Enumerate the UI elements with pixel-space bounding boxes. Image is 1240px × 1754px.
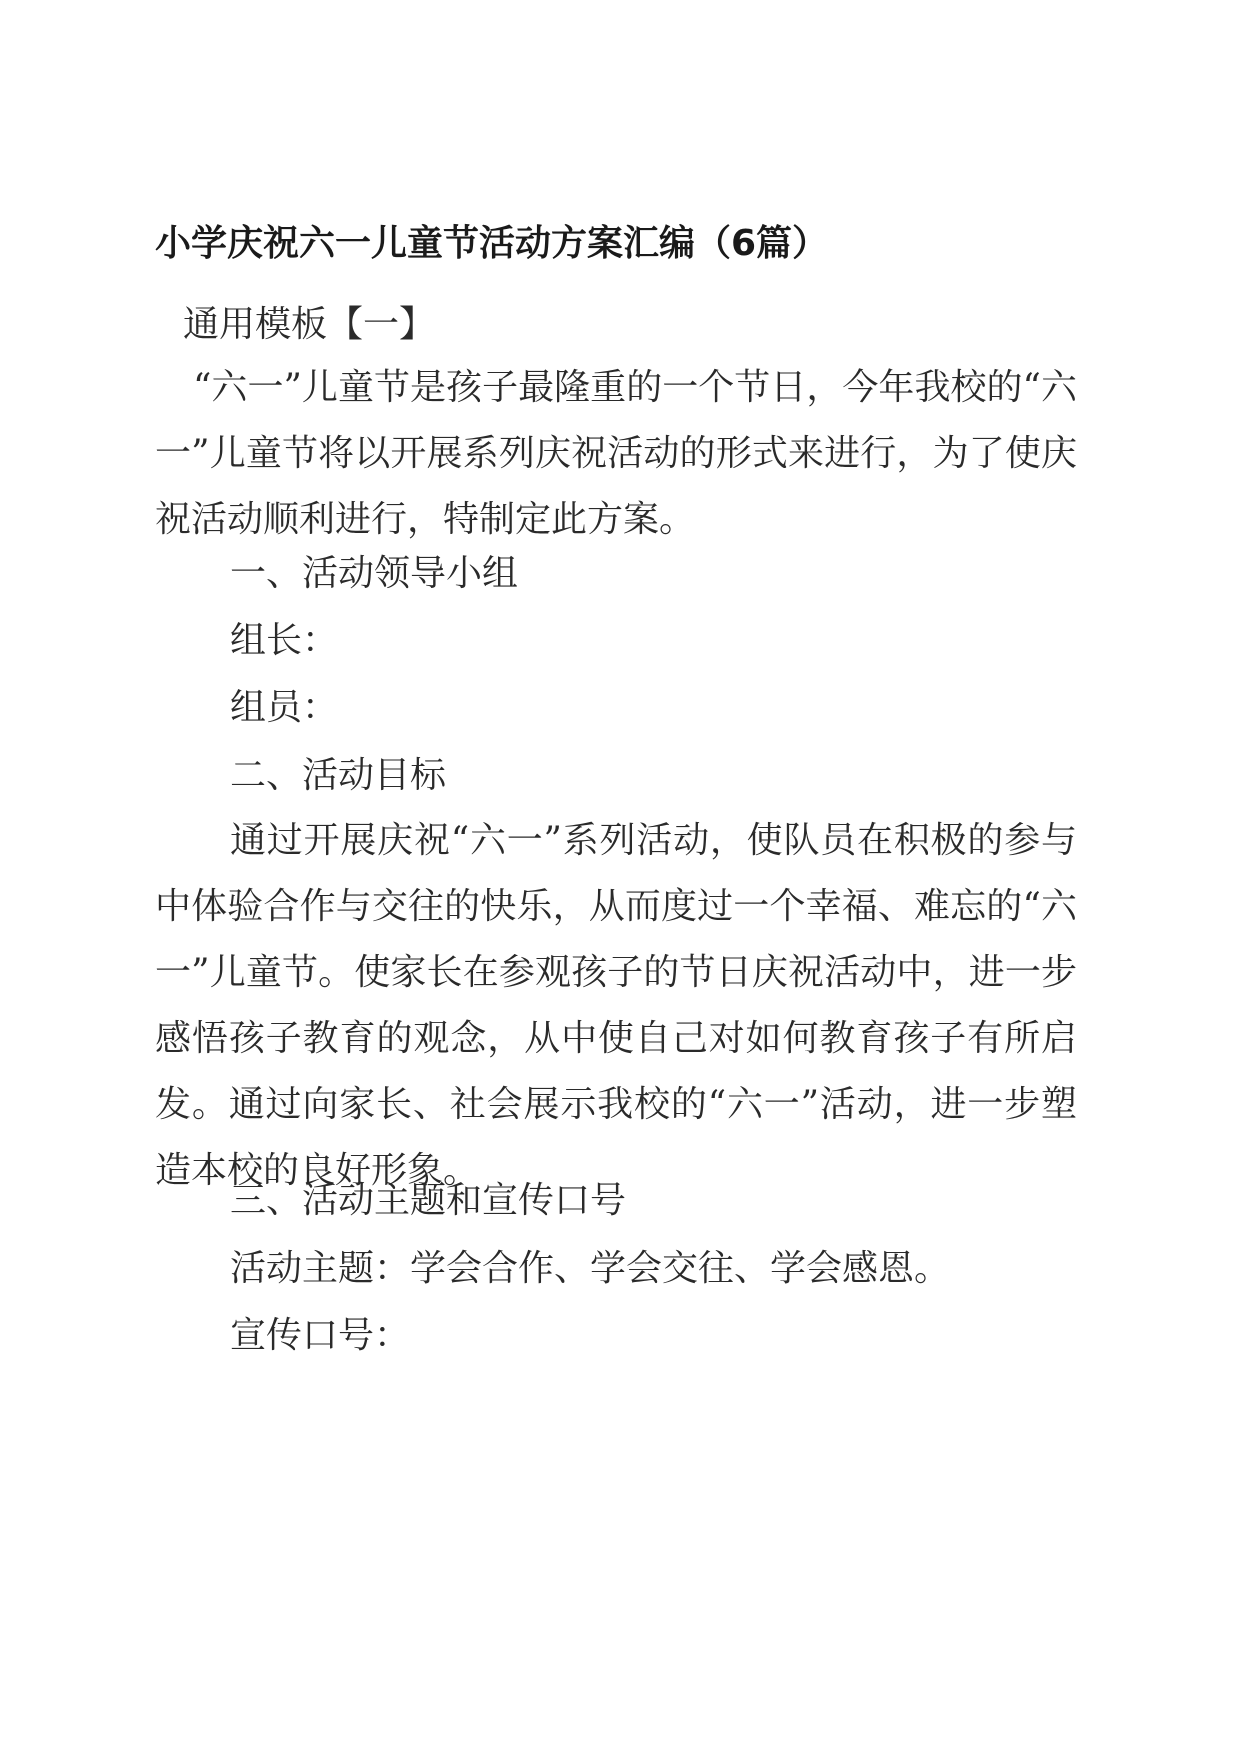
- goals-paragraph: 通过开展庆祝“六一”系列活动，使队员在积极的参与中体验合作与交往的快乐，从而度过一个幸福、难忘的“六一”儿童节。使家长在参观孩子的节日庆祝活动中，进一步感悟孩子教育的观念，从中使自己对如何教育孩子有所启发。通过向家长、社会展示我校的“六一”活动，进一步塑造本校的良好形象。: [155, 820, 1077, 1191]
- section-2-heading: 二、活动目标: [230, 755, 447, 796]
- template-label: 通用模板【一】: [183, 304, 436, 345]
- section-1-heading: 一、活动领导小组: [230, 553, 519, 594]
- activity-theme: 活动主题：学会合作、学会交往、学会感恩。: [230, 1248, 951, 1289]
- section-3-heading: 三、活动主题和宣传口号: [230, 1180, 627, 1221]
- slogan-label: 宣传口号：: [230, 1315, 411, 1356]
- document-title: 小学庆祝六一儿童节活动方案汇编（6篇）: [155, 223, 829, 264]
- group-members-label: 组员：: [230, 687, 339, 728]
- group-leader-label: 组长：: [230, 620, 339, 661]
- intro-paragraph: “六一”儿童节是孩子最隆重的一个节日，今年我校的“六一”儿童节将以开展系列庆祝活动的形式来进行，为了使庆祝活动顺利进行，特制定此方案。: [155, 367, 1077, 540]
